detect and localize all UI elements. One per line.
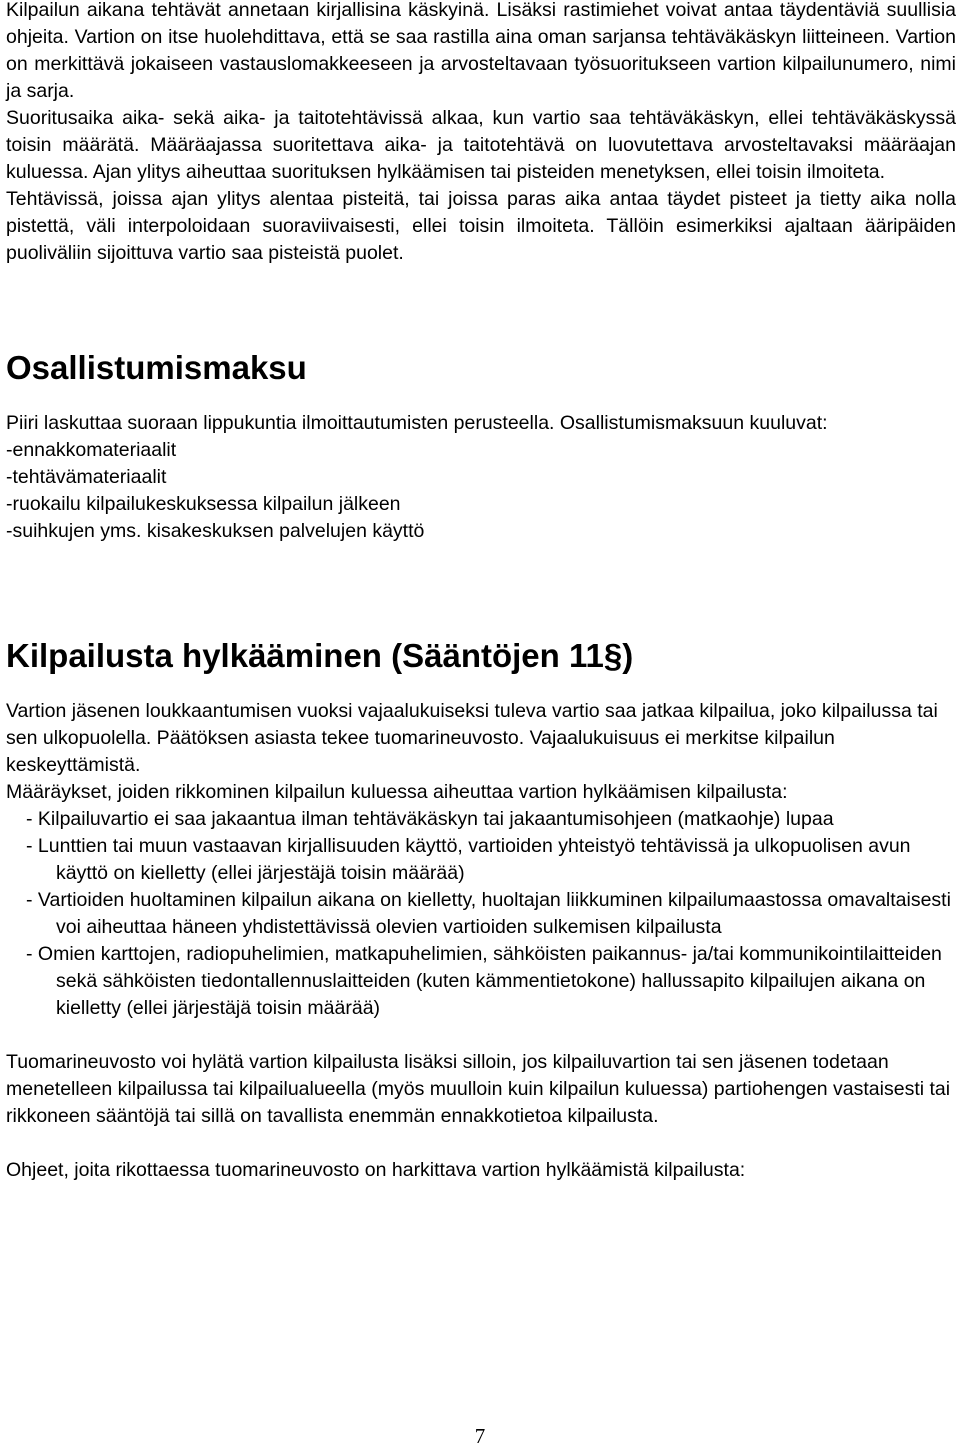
rule-item: - Kilpailuvartio ei saa jakaantua ilman tehtäväkäskyn tai jakaantumisohjeen (matkaohje) lupaa — [26, 808, 834, 830]
rule-item: - Lunttien tai muun vastaavan kirjallisuuden käyttö, vartioiden yhteistyö tehtävissä ja ulkopuolisen avun käyttö on kielletty (ellei järjestäjä toisin määrää) — [26, 835, 911, 884]
intro-paragraph-3: Tehtävissä, joissa ajan ylitys alentaa pisteitä, tai joissa paras aika antaa täydet pisteet ja tietty aika nolla pistettä, väli interpoloidaan suoraviivaisesti, ellei toisin ilmoiteta. Tällöin esimerkiksi ajaltaan ääripäiden puoliväliin sijoittuva vartio saa pisteistä puolet. — [6, 188, 956, 264]
section-heading-fee: Osallistumismaksu — [6, 349, 307, 386]
disqualification-paragraph-3: Ohjeet, joita rikottaessa tuomarineuvosto on harkittava vartion hylkäämistä kilpailusta: — [6, 1159, 746, 1181]
fee-item: -ennakkomateriaalit — [6, 439, 177, 461]
rules-intro: Määräykset, joiden rikkominen kilpailun kuluessa aiheuttaa vartion hylkäämisen kilpailusta: — [6, 781, 788, 803]
intro-paragraph-2: Suoritusaika aika- sekä aika- ja taitotehtävissä alkaa, kun vartio saa tehtäväkäskyn, ellei tehtäväkäskyssä toisin määrätä. Määräajassa suoritettava aika- ja taitotehtävä on luovutettava arvosteltavaksi määräajan kuluessa. Ajan ylitys aiheuttaa suorituksen hylkäämisen tai pisteiden menetyksen, ellei toisin ilmoiteta. — [6, 107, 956, 183]
page-number: 7 — [474, 1424, 486, 1448]
rule-item: - Omien karttojen, radiopuhelimien, matkapuhelimien, sähköisten paikannus- ja/tai kommunikointilaitteiden sekä sähköisten tiedontallennuslaitteiden (kuten kämmentietokone) hallussapito kilpailujen aikana on kielletty (ellei järjestäjä toisin määrää) — [26, 943, 942, 1019]
intro-paragraph-1: Kilpailun aikana tehtävät annetaan kirjallisina käskyinä. Lisäksi rastimiehet voivat antaa täydentäviä suullisia ohjeita. Vartion on itse huolehdittava, että se saa rastilla aina oman sarjansa tehtäväkäskyn liitteineen. Vartion on merkittävä jokaiseen vastauslomakkeeseen ja arvosteltavaan työsuoritukseen vartion kilpailunumero, nimi ja sarja. — [6, 0, 956, 102]
fee-paragraph: Piiri laskuttaa suoraan lippukuntia ilmoittautumisten perusteella. Osallistumismaksuun kuuluvat: — [6, 412, 828, 434]
fee-item: -ruokailu kilpailukeskuksessa kilpailun jälkeen — [6, 493, 401, 515]
rule-item: - Vartioiden huoltaminen kilpailun aikana on kielletty, huoltajan liikkuminen kilpailumaastossa omavaltaisesti voi aiheuttaa häneen yhdistettävissä olevien vartioiden sulkemisen kilpailusta — [26, 889, 951, 938]
document-page — [6, 0, 956, 1184]
fee-item: -tehtävämateriaalit — [6, 466, 167, 488]
section-heading-disqualification: Kilpailusta hylkääminen (Sääntöjen 11§) — [6, 637, 634, 674]
fee-item: -suihkujen yms. kisakeskuksen palvelujen käyttö — [6, 520, 425, 542]
disqualification-paragraph-1: Vartion jäsenen loukkaantumisen vuoksi vajaalukuiseksi tuleva vartio saa jatkaa kilpailua, joko kilpailussa tai sen ulkopuolella. Päätöksen asiasta tekee tuomarineuvosto. Vajaalukuisuus ei merkitse kilpailun keskeyttämistä. — [6, 700, 938, 776]
disqualification-paragraph-2: Tuomarineuvosto voi hylätä vartion kilpailusta lisäksi silloin, jos kilpailuvartion tai sen jäsenen todetaan menetelleen kilpailussa tai kilpailualueella (myös muulloin kuin kilpailun kuluessa) partiohengen vastaisesti tai rikkoneen sääntöjä tai sillä on tavallista enemmän ennakkotietoa kilpailusta. — [6, 1051, 951, 1127]
